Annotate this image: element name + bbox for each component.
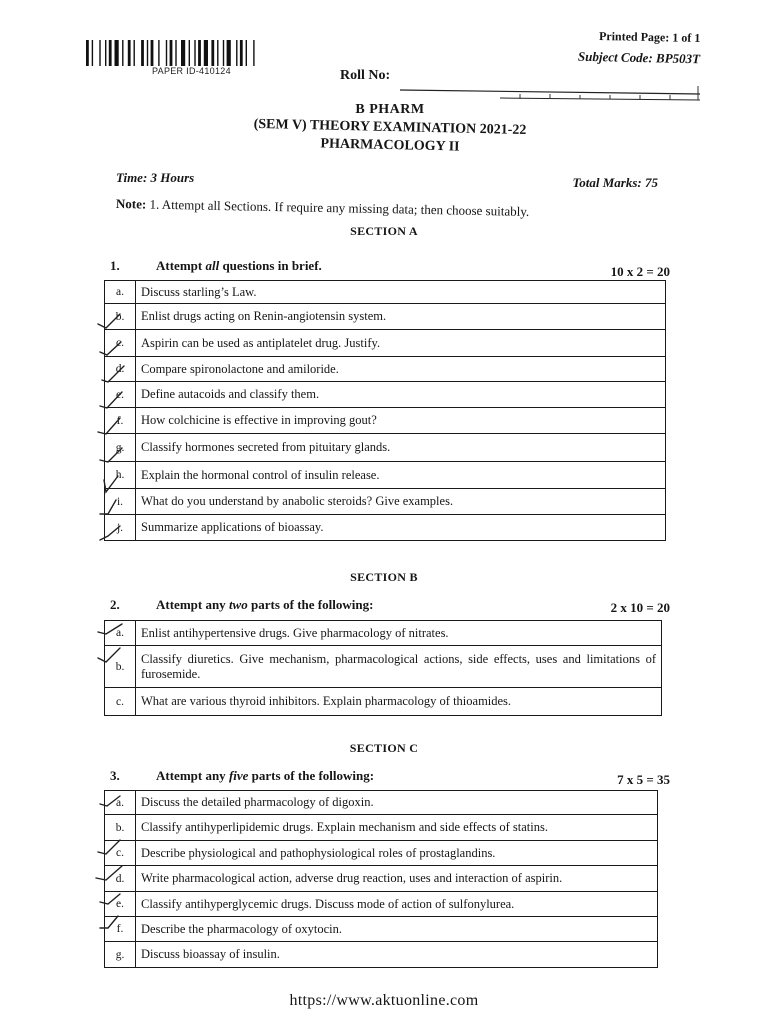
- section-b-heading: SECTION B: [350, 570, 418, 584]
- question-text: Classify antihyperglycemic drugs. Discuss mode of action of sulfonylurea.: [136, 892, 658, 917]
- question-label: e.: [105, 892, 136, 917]
- table-row: [105, 281, 666, 304]
- question-text: Explain the hormonal control of insulin release.: [136, 462, 666, 489]
- table-row: [105, 621, 662, 646]
- question-label: f.: [105, 917, 136, 942]
- question-text: What do you understand by anabolic steroids? Give examples.: [136, 489, 666, 515]
- program-title: B PHARM: [355, 102, 425, 117]
- section-a-heading: SECTION A: [350, 224, 418, 238]
- question-label: c.: [105, 688, 136, 716]
- section-b-marks: 2 x 10 = 20: [610, 600, 670, 615]
- question-number: 1.: [110, 258, 120, 273]
- table-row: [105, 489, 666, 515]
- question-text: Classify hormones secreted from pituitary glands.: [136, 434, 666, 462]
- question-label: a.: [105, 281, 136, 304]
- question-text: Compare spironolactone and amiloride.: [136, 357, 666, 382]
- section-a-questions-table: [104, 280, 666, 541]
- table-row: [105, 357, 666, 382]
- table-row: [105, 434, 666, 462]
- exam-title: (SEM V) THEORY EXAMINATION 2021-22: [253, 116, 527, 139]
- table-row: [105, 462, 666, 489]
- question-label: b.: [105, 815, 136, 841]
- question-text: Define autacoids and classify them.: [136, 382, 666, 408]
- question-text: What are various thyroid inhibitors. Explain pharmacology of thioamides.: [136, 688, 662, 716]
- paper-id: PAPER ID-410124: [152, 66, 231, 76]
- table-row: [105, 815, 658, 841]
- table-row: [105, 942, 658, 968]
- section-a-marks: 10 x 2 = 20: [610, 264, 670, 279]
- table-row: [105, 646, 662, 688]
- section-c-heading: SECTION C: [349, 741, 419, 755]
- question-instruction: Attempt any two parts of the following:: [156, 597, 374, 612]
- question-text: Describe the pharmacology of oxytocin.: [136, 917, 658, 942]
- question-instruction: Attempt all questions in brief.: [156, 258, 322, 273]
- question-label: a.: [105, 621, 136, 646]
- subject-code: Subject Code: BP503T: [577, 48, 701, 67]
- question-label: j.: [105, 515, 136, 541]
- total-marks: Total Marks: 75: [572, 175, 658, 190]
- question-text: Enlist antihypertensive drugs. Give pharmacology of nitrates.: [136, 621, 662, 646]
- note-text: 1. Attempt all Sections. If require any missing data; then choose suitably.: [149, 196, 530, 219]
- question-label: a.: [105, 791, 136, 815]
- question-text: Aspirin can be used as antiplatelet drug. Justify.: [136, 330, 666, 357]
- question-label: b.: [105, 646, 136, 688]
- section-c-instruction: [110, 768, 670, 787]
- table-row: [105, 688, 662, 716]
- question-text: How colchicine is effective in improving gout?: [136, 408, 666, 434]
- section-b-questions-table: [104, 620, 662, 716]
- section-c-marks: 7 x 5 = 35: [617, 772, 670, 787]
- question-label: f.: [105, 408, 136, 434]
- roll-number-label: Roll No:: [340, 68, 391, 83]
- question-label: h.: [105, 462, 136, 489]
- section-b-instruction: [110, 597, 670, 613]
- question-text: Discuss bioassay of insulin.: [136, 942, 658, 968]
- handwritten-tick-marks-section-a: [94, 300, 134, 550]
- question-label: b.: [105, 304, 136, 330]
- question-number: 2.: [110, 597, 120, 612]
- question-text: Classify antihyperlipidemic drugs. Explain mechanism and side effects of statins.: [136, 815, 658, 841]
- question-text: Discuss starling’s Law.: [136, 281, 666, 304]
- question-label: g.: [105, 942, 136, 968]
- question-text: Summarize applications of bioassay.: [136, 515, 666, 541]
- question-text: Discuss the detailed pharmacology of digoxin.: [136, 791, 658, 815]
- subject-title: PHARMACOLOGY II: [320, 136, 460, 155]
- question-text: Write pharmacological action, adverse drug reaction, uses and interaction of aspirin.: [136, 866, 658, 892]
- table-row: [105, 304, 666, 330]
- handwritten-tick-marks-section-c: [94, 790, 134, 950]
- question-label: d.: [105, 357, 136, 382]
- question-text: Enlist drugs acting on Renin-angiotensin system.: [136, 304, 666, 330]
- question-instruction: Attempt any five parts of the following:: [156, 768, 375, 783]
- handwritten-tick-marks-section-b: [94, 618, 134, 678]
- footer-url: https://www.aktuonline.com: [289, 992, 479, 1009]
- table-row: [105, 382, 666, 408]
- question-label: d.: [105, 866, 136, 892]
- question-text: Describe physiological and pathophysiological roles of prostaglandins.: [136, 841, 658, 866]
- question-label: i.: [105, 489, 136, 515]
- question-label: c.: [105, 841, 136, 866]
- section-c-questions-table: [104, 790, 658, 968]
- printed-page: Printed Page: 1 of 1: [598, 28, 701, 46]
- table-row: [105, 330, 666, 357]
- table-row: [105, 841, 658, 866]
- exam-duration: Time: 3 Hours: [116, 170, 195, 185]
- barcode-image: [86, 40, 308, 66]
- question-label: c.: [105, 330, 136, 357]
- table-row: [105, 866, 658, 892]
- question-label: e.: [105, 382, 136, 408]
- instructions-note: [116, 196, 530, 220]
- table-row: [105, 408, 666, 434]
- note-label: Note:: [115, 196, 147, 212]
- table-row: [105, 917, 658, 942]
- question-number: 3.: [110, 768, 120, 783]
- table-row: [105, 515, 666, 541]
- question-text: Classify diuretics. Give mechanism, pharmacological actions, side effects, uses and limitations of furosemide.: [136, 646, 662, 688]
- section-a-instruction: [110, 258, 670, 279]
- table-row: [105, 791, 658, 815]
- question-label: g.: [105, 434, 136, 462]
- table-row: [105, 892, 658, 917]
